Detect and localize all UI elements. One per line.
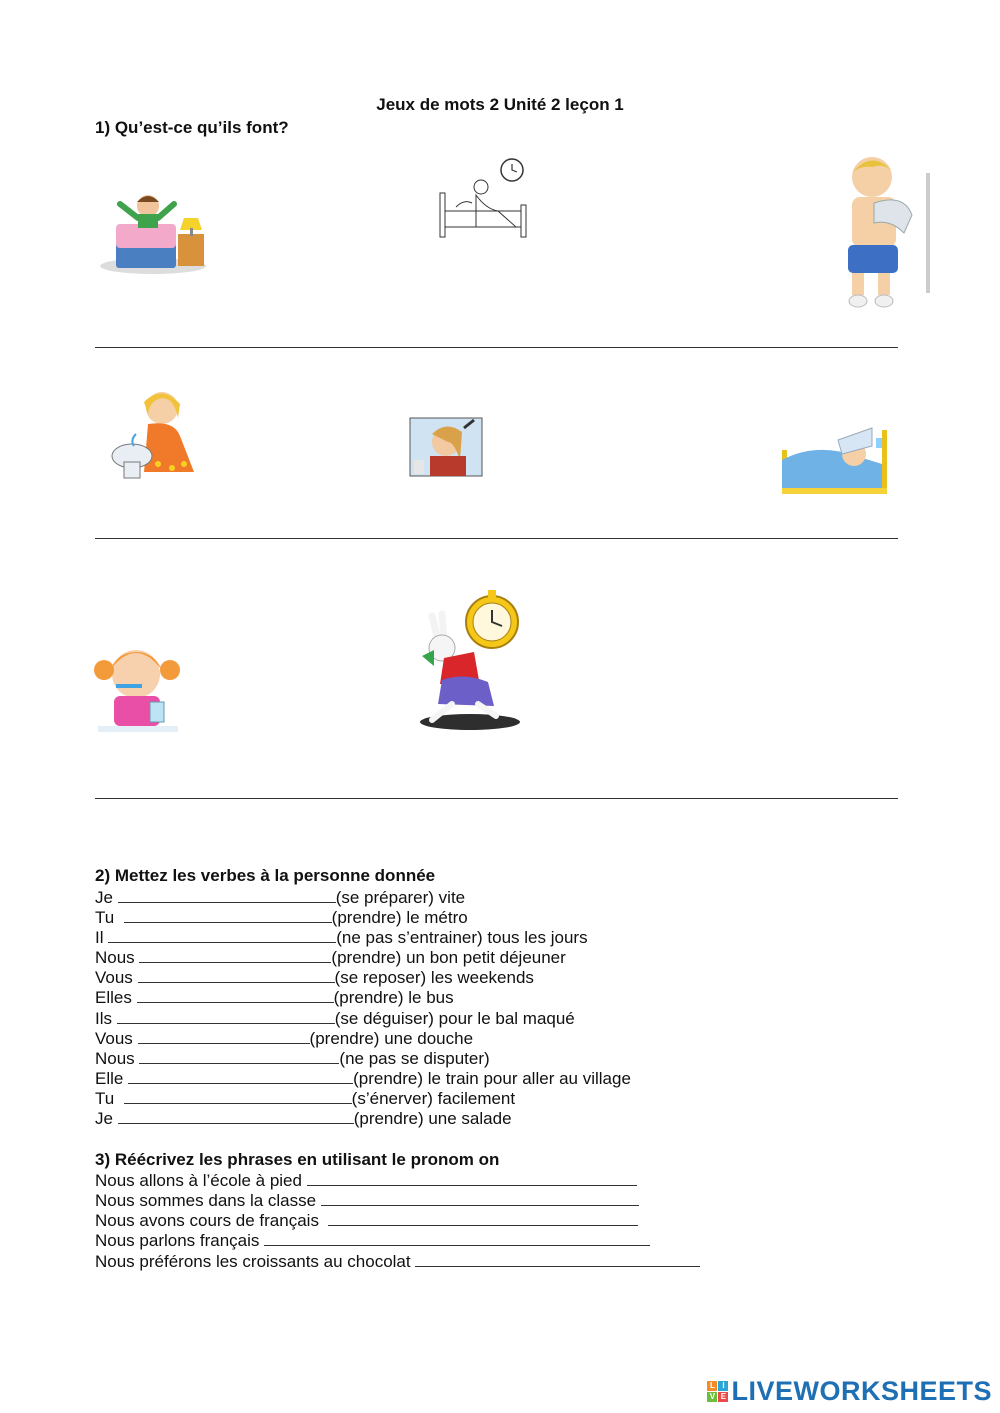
rewrite-row: Nous parlons français: [95, 1230, 650, 1251]
rewrite-row: Nous préférons les croissants au chocolat: [95, 1251, 700, 1272]
rewrite-row: Nous avons cours de français: [95, 1210, 638, 1231]
liveworksheets-logo-icon: L I V E: [707, 1381, 728, 1402]
conjugation-blank[interactable]: [117, 1008, 335, 1024]
conjugation-row: Elle (prendre) le train pour aller au village: [95, 1069, 631, 1088]
answer-line-2[interactable]: [95, 538, 898, 539]
conjugation-blank[interactable]: [138, 967, 335, 983]
conjugation-blank[interactable]: [118, 1108, 354, 1124]
conjugation-row: Tu (prendre) le métro: [95, 908, 468, 927]
conjugation-row: Tu (s’énerver) facilement: [95, 1089, 516, 1108]
conjugation-row: Nous (prendre) un bon petit déjeuner: [95, 948, 566, 967]
conjugation-blank[interactable]: [139, 947, 331, 963]
conjugation-row: Nous (ne pas se disputer): [95, 1049, 490, 1068]
section3-heading: 3) Réécrivez les phrases en utilisant le pronom on: [95, 1150, 500, 1169]
answer-line-1[interactable]: [95, 347, 898, 348]
answer-line-3[interactable]: [95, 798, 898, 799]
section2-heading: 2) Mettez les verbes à la personne donnée: [95, 866, 436, 885]
conjugation-row: Elles (prendre) le bus: [95, 988, 454, 1007]
conjugation-blank[interactable]: [138, 1028, 310, 1044]
boy-getting-dressed-image: [834, 153, 944, 313]
person-getting-up-image: [436, 155, 532, 241]
page-title: Jeux de mots 2 Unité 2 leçon 1: [376, 95, 624, 114]
conjugation-blank[interactable]: [108, 927, 336, 943]
rewrite-blank[interactable]: [307, 1170, 637, 1186]
rewrite-row: Nous sommes dans la classe: [95, 1190, 639, 1211]
person-combing-hair-image: [408, 412, 486, 480]
rewrite-blank[interactable]: [328, 1210, 638, 1226]
conjugation-blank[interactable]: [124, 907, 332, 923]
section1-heading: 1) Qu’est-ce qu’ils font?: [95, 118, 289, 137]
conjugation-row: Vous (prendre) une douche: [95, 1029, 474, 1048]
rewrite-blank[interactable]: [415, 1251, 700, 1267]
conjugation-row: Je (prendre) une salade: [95, 1109, 512, 1128]
girl-brushing-teeth-image: [94, 630, 184, 736]
conjugation-row: Il (ne pas s’entrainer) tous les jours: [95, 928, 588, 947]
conjugation-blank[interactable]: [128, 1068, 353, 1084]
liveworksheets-logo: [707, 1376, 992, 1407]
conjugation-blank[interactable]: [118, 887, 336, 903]
girl-washing-face-image: [108, 384, 200, 484]
rewrite-row: Nous allons à l’école à pied: [95, 1170, 637, 1191]
conjugation-blank[interactable]: [124, 1088, 352, 1104]
white-rabbit-hurrying-image: [412, 586, 528, 734]
rewrite-blank[interactable]: [264, 1230, 650, 1246]
child-waking-up-image: [98, 190, 210, 278]
child-going-to-bed-image: [776, 404, 894, 496]
rewrite-blank[interactable]: [321, 1190, 639, 1206]
liveworksheets-logo-text: LIVEWORKSHEETS: [731, 1376, 992, 1406]
conjugation-blank[interactable]: [137, 987, 334, 1003]
conjugation-row: Je (se préparer) vite: [95, 888, 466, 907]
conjugation-row: Ils (se déguiser) pour le bal maqué: [95, 1009, 575, 1028]
conjugation-row: Vous (se reposer) les weekends: [95, 968, 534, 987]
conjugation-blank[interactable]: [139, 1048, 339, 1064]
